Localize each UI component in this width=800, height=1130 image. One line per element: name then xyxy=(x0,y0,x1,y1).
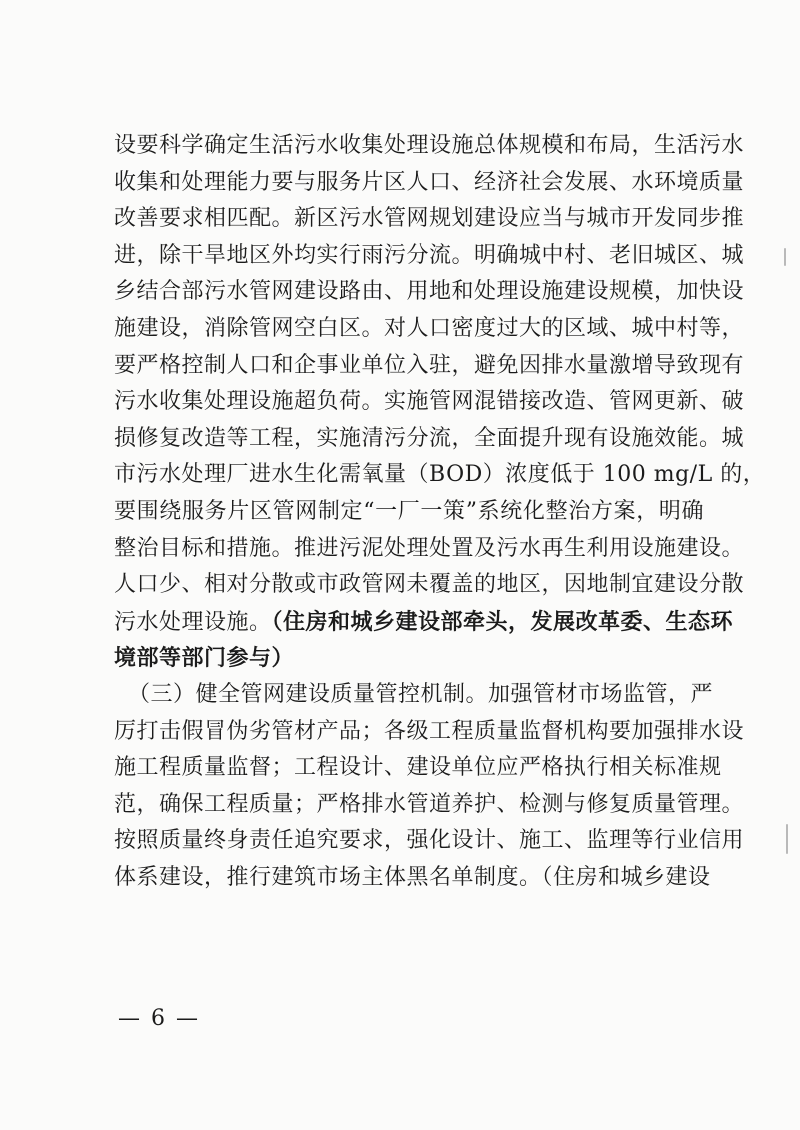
text-line-10: 市污水处理厂进水生化需氧量（BOD）浓度低于 100 mg/L 的， xyxy=(114,462,766,488)
text-line-9: 损修复改造等工程，实施清污分流，全面提升现有设施效能。城 xyxy=(114,425,745,451)
responsibility-note: （住房和城乡建设部牵头，发展改革委、生态环 xyxy=(271,608,734,635)
page-number: — 6 — xyxy=(118,1006,200,1031)
scan-artifact-mark xyxy=(786,824,788,854)
text-line-3: 改善要求相匹配。新区污水管网规划建设应当与城市开发同步推 xyxy=(114,206,745,232)
scan-artifact-mark xyxy=(784,248,786,266)
text-line-4: 进，除干旱地区外均实行雨污分流。明确城中村、老旧城区、城 xyxy=(114,242,745,268)
text-line-12: 整治目标和措施。推进污泥处理处置及污水再生利用设施建设。 xyxy=(114,535,745,561)
text-line-2: 收集和处理能力要与服务片区人口、经济社会发展、水环境质量 xyxy=(114,169,745,195)
body-text xyxy=(114,128,766,896)
text-line-8: 污水收集处理设施超负荷。实施管网混错接改造、管网更新、破 xyxy=(114,389,745,415)
text-line-11: 要围绕服务片区管网制定“一厂一策”系统化整治方案，明确 xyxy=(114,498,704,524)
section-3-line-6: 体系建设，推行建筑市场主体黑名单制度。（住房和城乡建设 xyxy=(114,864,711,890)
text-line-6: 施建设，消除管网空白区。对人口密度过大的区域、城中村等， xyxy=(114,315,745,341)
section-3-line-2: 厉打击假冒伪劣管材产品；各级工程质量监督机构要加强排水设 xyxy=(114,718,745,744)
text-line-7: 要严格控制人口和企事业单位入驻，避免因排水量激增导致现有 xyxy=(114,352,745,378)
section-3-line-3: 施工程质量监督；工程设计、建设单位应严格执行相关标准规 xyxy=(114,755,722,781)
text-line-14 xyxy=(114,604,734,641)
text-line-5: 乡结合部污水管网建设路由、用地和处理设施建设规模，加快设 xyxy=(114,279,745,305)
text-line-14-normal: 污水处理设施。 xyxy=(114,609,272,635)
text-line-13: 人口少、相对分散或市政管网未覆盖的地区，因地制宜建设分散 xyxy=(114,572,745,598)
section-3-line-4: 范，确保工程质量；严格排水管道养护、检测与修复质量管理。 xyxy=(114,791,745,817)
text-line-1: 设要科学确定生活污水收集处理设施总体规模和布局，生活污水 xyxy=(114,133,745,158)
section-3-line-1: （三）健全管网建设质量管控机制。加强管材市场监管，严 xyxy=(128,681,714,707)
responsibility-note-end: 境部等部门参与） xyxy=(114,645,295,672)
section-3-line-5: 按照质量终身责任追究要求，强化设计、施工、监理等行业信用 xyxy=(114,828,745,854)
